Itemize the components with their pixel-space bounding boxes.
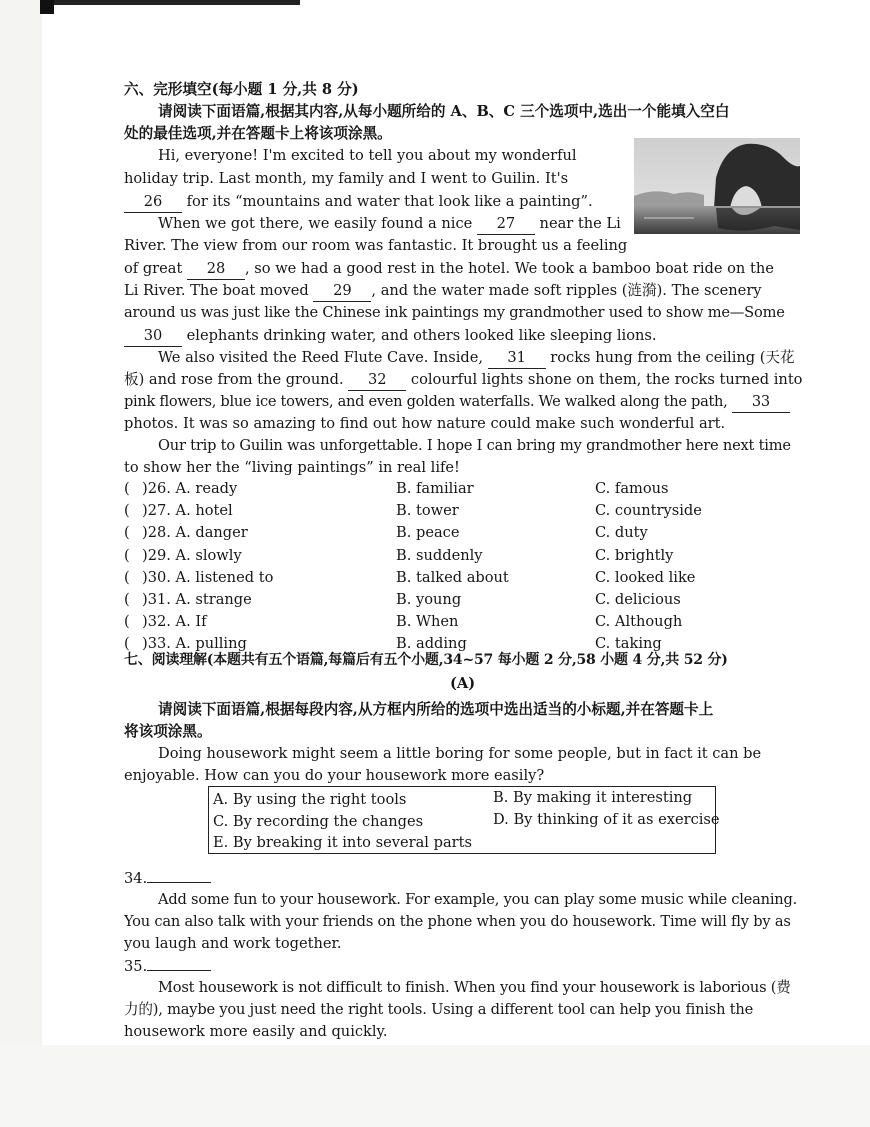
scan-margin bbox=[0, 0, 42, 1127]
passage-text: rocks hung from the ceiling (天花 bbox=[550, 349, 795, 366]
passage-text: , so we had a good rest in the hotel. We took a bamboo boat ride on the bbox=[245, 260, 774, 277]
option-c: C. brightly bbox=[595, 546, 674, 564]
blank-33: 33 bbox=[732, 392, 790, 413]
option-row bbox=[124, 569, 800, 591]
answer-bracket: ( bbox=[124, 591, 130, 608]
scan-bottom-margin bbox=[0, 1045, 870, 1127]
option-c: C. duty bbox=[595, 524, 648, 542]
passage-p3-line4: photos. It was so amazing to find out how nature could make such wonderful art. bbox=[124, 415, 726, 432]
option-row bbox=[124, 591, 800, 613]
section7-part-a: (A) bbox=[450, 675, 476, 692]
passage-p1-line2: holiday trip. Last month, my family and I went to Guilin. It's bbox=[124, 170, 569, 187]
answer-line-34 bbox=[147, 868, 211, 883]
option-c: C. looked like bbox=[595, 568, 696, 586]
housework-intro-line2: enjoyable. How can you do your housework more easily? bbox=[124, 767, 545, 784]
answer-bracket: ( bbox=[124, 613, 130, 631]
option-c: C. famous bbox=[595, 480, 669, 497]
option-row bbox=[124, 524, 800, 546]
box-option-d: D. By thinking of it as exercise bbox=[493, 811, 720, 828]
answer-line-35 bbox=[147, 956, 211, 971]
blank-31: 31 bbox=[488, 348, 546, 369]
box-option-b: B. By making it interesting bbox=[493, 789, 693, 806]
q35-text-line3: housework more easily and quickly. bbox=[124, 1023, 388, 1040]
question-number: 35. bbox=[124, 958, 148, 975]
option-b: B. peace bbox=[396, 524, 460, 542]
passage-p3-line1 bbox=[158, 348, 795, 369]
section7-title: 七、阅读理解(本题共有五个语篇,每篇后有五个小题,34~57 每小题 2 分,58 小题 4 分,共 52 分) bbox=[124, 652, 728, 668]
option-row bbox=[124, 613, 800, 635]
q34-text-line2: You can also talk with your friends on the phone when you do housework. Time will fly by as bbox=[124, 913, 791, 930]
option-a: )28. A. danger bbox=[142, 524, 248, 542]
q35-text-line1: Most housework is not difficult to finish. When you find your housework is laborious (费 bbox=[158, 979, 791, 996]
blank-32: 32 bbox=[348, 370, 406, 391]
blank-28: 28 bbox=[187, 259, 245, 280]
option-b: B. young bbox=[396, 591, 462, 608]
passage-text: near the Li bbox=[539, 215, 621, 232]
passage-p2-line4 bbox=[124, 281, 762, 302]
option-b: B. When bbox=[396, 613, 459, 631]
option-row bbox=[124, 547, 800, 569]
passage-p3-line3 bbox=[124, 392, 790, 413]
box-option-e: E. By breaking it into several parts bbox=[213, 834, 472, 851]
option-c: C. taking bbox=[595, 635, 662, 653]
section6-instruction-1: 请阅读下面语篇,根据其内容,从每小题所给的 A、B、C 三个选项中,选出一个能填入空白 bbox=[158, 103, 730, 120]
passage-p1-line3 bbox=[124, 192, 593, 213]
passage-text: 板) and rose from the ground. bbox=[124, 371, 344, 388]
guilin-photo bbox=[634, 138, 800, 234]
passage-p2-line2: River. The view from our room was fantastic. It brought us a feeling bbox=[124, 237, 628, 254]
q34-text-line1: Add some fun to your housework. For example, you can play some music while cleaning. bbox=[158, 891, 798, 908]
passage-text: for its “mountains and water that look like a painting”. bbox=[186, 193, 593, 210]
option-c: C. countryside bbox=[595, 502, 702, 520]
blank-30: 30 bbox=[124, 326, 182, 347]
section7-instruction-2: 将该项涂黑。 bbox=[124, 723, 212, 740]
option-a: )26. A. ready bbox=[142, 480, 238, 497]
option-b: B. adding bbox=[396, 635, 467, 653]
section6-title: 六、完形填空(每小题 1 分,共 8 分) bbox=[124, 81, 359, 98]
answer-bracket: ( bbox=[124, 480, 130, 497]
blank-29: 29 bbox=[313, 281, 371, 302]
question-34-label bbox=[124, 868, 211, 889]
option-b: B. talked about bbox=[396, 568, 509, 586]
question-number: 34. bbox=[124, 870, 148, 887]
answer-bracket: ( bbox=[124, 568, 130, 586]
option-b: B. tower bbox=[396, 502, 459, 520]
box-option-a: A. By using the right tools bbox=[213, 791, 407, 808]
answer-bracket: ( bbox=[124, 635, 130, 653]
section7-instruction-1: 请阅读下面语篇,根据每段内容,从方框内所给的选项中选出适当的小标题,并在答题卡上 bbox=[158, 701, 714, 718]
passage-text: When we got there, we easily found a nice bbox=[158, 215, 473, 232]
option-a: )31. A. strange bbox=[142, 591, 252, 608]
option-row bbox=[124, 502, 800, 524]
passage-text: elephants drinking water, and others looked like sleeping lions. bbox=[186, 327, 657, 344]
housework-intro-line1: Doing housework might seem a little boring for some people, but in fact it can be bbox=[158, 745, 762, 762]
guilin-landscape-image bbox=[634, 138, 800, 234]
option-row bbox=[124, 480, 800, 502]
option-a: )29. A. slowly bbox=[142, 546, 242, 564]
option-a: )32. A. If bbox=[142, 613, 207, 631]
option-b: B. familiar bbox=[396, 480, 474, 497]
passage-text: pink flowers, blue ice towers, and even golden waterfalls. We walked along the path, bbox=[124, 393, 728, 410]
passage-p2-line5: around us was just like the Chinese ink paintings my grandmother used to show me—Some bbox=[124, 304, 785, 321]
passage-text: We also visited the Reed Flute Cave. Inside, bbox=[158, 349, 483, 366]
passage-p4-line1: Our trip to Guilin was unforgettable. I hope I can bring my grandmother here next time bbox=[158, 437, 791, 454]
blank-26: 26 bbox=[124, 192, 182, 213]
option-a: )30. A. listened to bbox=[142, 568, 274, 586]
scan-corner-mark bbox=[40, 0, 54, 14]
box-option-c: C. By recording the changes bbox=[213, 813, 424, 830]
scan-top-mark bbox=[40, 0, 300, 5]
passage-p3-line2 bbox=[124, 370, 802, 391]
passage-p2-line6 bbox=[124, 326, 657, 347]
section6-instruction-2: 处的最佳选项,并在答题卡上将该项涂黑。 bbox=[124, 125, 392, 142]
passage-p2-line3 bbox=[124, 259, 774, 280]
q34-text-line3: you laugh and work together. bbox=[124, 935, 342, 952]
answer-bracket: ( bbox=[124, 546, 130, 564]
option-c: C. delicious bbox=[595, 591, 681, 608]
passage-p4-line2: to show her the “living paintings” in real life! bbox=[124, 459, 460, 476]
option-a: )33. A. pulling bbox=[142, 635, 247, 653]
passage-text: Li River. The boat moved bbox=[124, 282, 309, 299]
passage-p1-line1: Hi, everyone! I'm excited to tell you about my wonderful bbox=[158, 147, 577, 164]
passage-p2-line1 bbox=[158, 214, 621, 235]
answer-bracket: ( bbox=[124, 502, 130, 520]
q35-text-line2: 力的), maybe you just need the right tools. Using a different tool can help you finish the bbox=[124, 1001, 754, 1018]
passage-text: colourful lights shone on them, the rocks turned into bbox=[410, 371, 803, 388]
blank-27: 27 bbox=[477, 214, 535, 235]
heading-options-box bbox=[208, 786, 720, 854]
option-b: B. suddenly bbox=[396, 546, 483, 564]
passage-text: of great bbox=[124, 260, 183, 277]
option-a: )27. A. hotel bbox=[142, 502, 233, 520]
passage-text: , and the water made soft ripples (涟漪). The scenery bbox=[371, 282, 762, 299]
option-c: C. Although bbox=[595, 613, 683, 631]
answer-bracket: ( bbox=[124, 524, 130, 542]
question-35-label bbox=[124, 956, 211, 977]
